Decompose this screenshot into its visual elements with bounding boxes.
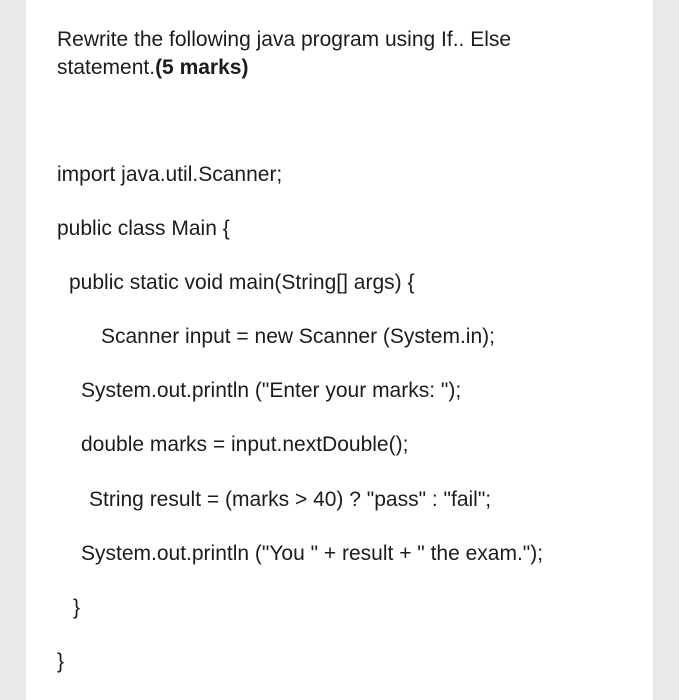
marks-label: (5 marks)	[155, 56, 249, 79]
question-statement-word: statement.	[57, 56, 156, 79]
code-line-scanner: Scanner input = new Scanner (System.in);	[101, 325, 495, 348]
code-line-close-method: }	[73, 596, 81, 619]
code-line-ternary: String result = (marks > 40) ? "pass" : "fail";	[89, 488, 492, 511]
code-line-class: public class Main {	[57, 217, 230, 240]
question-text-line-1: Rewrite the following java program using If.. Else	[57, 28, 512, 51]
code-line-main: public static void main(String[] args) {	[69, 271, 415, 294]
code-line-close-class: }	[57, 650, 65, 673]
code-line-println-enter: System.out.println ("Enter your marks: ");	[81, 379, 462, 402]
code-line-import: import java.util.Scanner;	[57, 163, 283, 186]
code-line-println-result: System.out.println ("You " + result + " the exam.");	[81, 542, 544, 565]
question-text-line-2	[57, 54, 248, 82]
code-line-double: double marks = input.nextDouble();	[81, 433, 409, 456]
